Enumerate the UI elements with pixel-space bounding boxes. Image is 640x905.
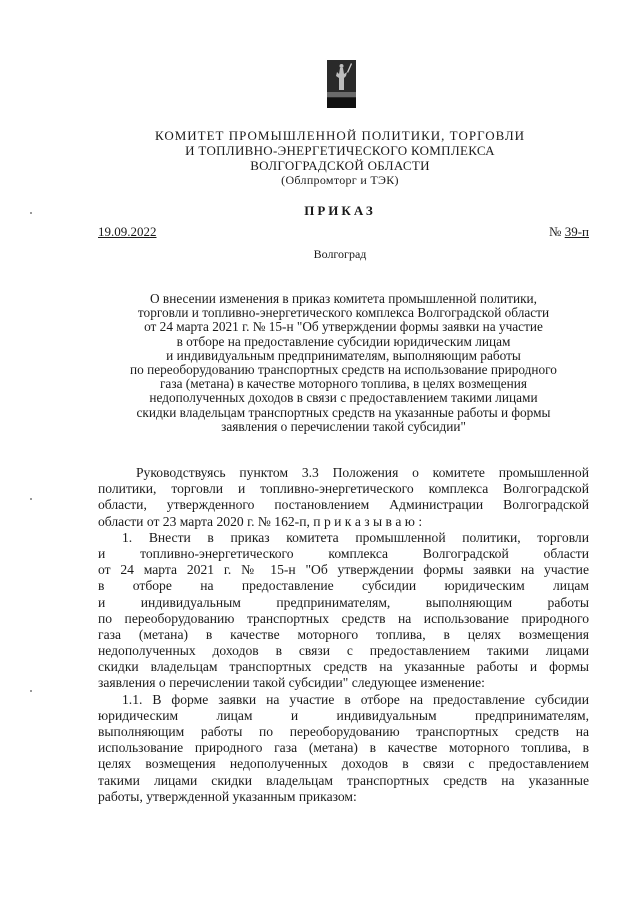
order-heading	[98, 292, 589, 434]
body-line: области от 23 марта 2020 г. № 162-п, п р и к а з ы в а ю :	[98, 513, 423, 529]
org-short-name: (Облпромторг и ТЭК)	[281, 173, 399, 187]
heading-line: в отборе на предоставление субсидии юридическим лицам	[176, 333, 511, 349]
org-name-line-2: И ТОПЛИВНО-ЭНЕРГЕТИЧЕСКОГО КОМПЛЕКСА	[185, 143, 495, 158]
document-date: 19.09.2022	[98, 224, 157, 239]
body-line: выполняющим работы по переоборудованию транспортных средств на	[98, 724, 589, 739]
org-name-line-3: ВОЛГОГРАДСКОЙ ОБЛАСТИ	[250, 158, 430, 173]
body-line: целях возмещения недополученных доходов в связи с предоставлением	[98, 756, 589, 772]
body-line: использование природного газа (метана) в качестве моторного топлива, в	[98, 740, 589, 756]
body-line: заявления о перечислении такой субсидии" следующее изменение:	[98, 675, 485, 691]
body-line: от 24 марта 2021 г. № 15-н "Об утверждении формы заявки на участие	[98, 562, 589, 578]
heading-line: недополученных доходов в связи с предоставлением такими лицами	[149, 390, 538, 406]
body-line: юридическим лицам и индивидуальным предпринимателям,	[98, 707, 589, 723]
scan-speck	[30, 498, 32, 500]
body-line: 1.1. В форме заявки на участие в отборе на предоставление субсидии	[122, 691, 589, 707]
heading-line: заявления о перечислении такой субсидии"	[221, 418, 466, 434]
document-number	[549, 224, 589, 240]
body-line: работы, утвержденной указанным приказом:	[98, 788, 357, 804]
body-line: недополученных доходов в связи с предоставлением такими лицами	[98, 643, 589, 659]
heading-line: газа (метана) в качестве моторного топлива, в целях возмещения	[159, 376, 528, 392]
heading-line: от 24 марта 2021 г. № 15-н "Об утверждении формы заявки на участие	[144, 319, 543, 335]
heading-line: скидки владельцам транспортных средств на указанные работы и формы	[136, 404, 551, 420]
body-line: такими лицами скидки владельцам транспортных средств на указанные	[98, 772, 589, 788]
number-value: 39-п	[564, 224, 589, 239]
scan-speck	[30, 690, 32, 692]
heading-line: торговли и топливно-энергетического комплекса Волгоградской области	[137, 305, 550, 321]
body-line: и индивидуальным предпринимателям, выполняющим работы	[98, 594, 589, 610]
order-body	[98, 465, 589, 805]
body-line: в отборе на предоставление субсидии юридическим лицам	[98, 578, 589, 594]
number-prefix: №	[549, 224, 562, 239]
body-line: области, утвержденного постановлением Администрации Волгоградской	[98, 497, 589, 513]
body-line: по переоборудованию транспортных средств на использование природного	[98, 610, 589, 626]
heading-line: О внесении изменения в приказ комитета промышленной политики,	[150, 291, 537, 306]
body-line: Руководствуясь пунктом 3.3 Положения о комитете промышленной	[136, 465, 589, 480]
document-type-title: ПРИКАЗ	[304, 203, 376, 218]
city-name: Волгоград	[313, 247, 367, 261]
body-line: скидки владельцам транспортных средств на указанные работы и формы	[98, 659, 589, 675]
body-line: и топливно-энергетического комплекса Волгоградской области	[98, 545, 589, 561]
coat-of-arms-emblem	[327, 60, 356, 108]
body-line: политики, торговли и топливно-энергетического комплекса Волгоградской	[98, 481, 589, 497]
body-line: газа (метана) в качестве моторного топлива, в целях возмещения	[98, 626, 589, 642]
org-name-line-1: КОМИТЕТ ПРОМЫШЛЕННОЙ ПОЛИТИКИ, ТОРГОВЛИ	[154, 128, 526, 143]
heading-line: и индивидуальным предпринимателям, выполняющим работы	[166, 347, 521, 363]
body-line: 1. Внести в приказ комитета промышленной политики, торговли	[122, 529, 589, 545]
scan-speck	[30, 212, 32, 214]
heading-line: по переоборудованию транспортных средств на использование природного	[130, 362, 557, 378]
